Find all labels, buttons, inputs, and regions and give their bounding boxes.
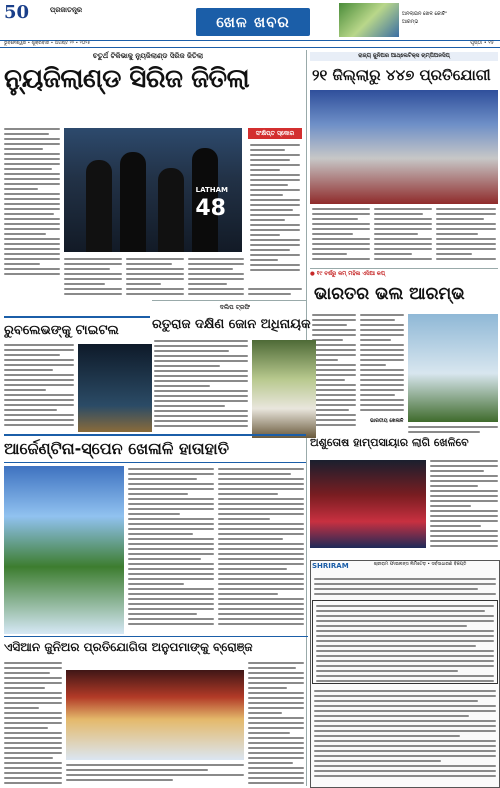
ad-title: ଶ୍ରୀରାମ ଫାଇନାନ୍ସ ଲିମିଟେଡ଼ • ସର୍ବସାଧାରଣ ବିଜ୍ଞପ୍ତି <box>373 562 467 567</box>
argentina-body-col2 <box>218 468 304 628</box>
lead-kicker: ଚତୁର୍ଥ ଟିକିଭାକୁ ନ୍ୟୁଜିଲାଣ୍ଡ ସିରିଜ ଜିତିଲା <box>92 52 204 60</box>
asian-juniors-body-col1 <box>4 662 62 787</box>
india-headline: ଭାରତର ଭଲ ଆରମ୍ଭ <box>314 284 465 304</box>
photo-jersey-number: 48 <box>195 196 226 221</box>
score-box-body <box>250 144 300 274</box>
ad-table <box>312 600 498 684</box>
argentina-photo <box>4 466 124 634</box>
duleep-headline: ରତୁରାଜ ଦକ୍ଷିଣ ଜୋନ ଅଧିନାୟକ <box>152 317 311 332</box>
argentina-body-col1 <box>128 468 214 628</box>
score-box-title: ସଂକ୍ଷିପ୍ତ ସ୍କୋର <box>248 128 302 139</box>
india-photo <box>408 314 498 422</box>
anniversary-logo: 50 <box>4 2 30 23</box>
ad-logo: SHRIRAM <box>312 562 349 570</box>
asian-juniors-photo <box>66 670 244 760</box>
right-top-body-col1 <box>312 208 370 263</box>
ad-terms <box>314 690 496 780</box>
promo-text: ଅନଲାଇନ ଖେଳ କୋଚିଂ ଆରମ୍ଭ <box>402 11 447 25</box>
lead-body-col3 <box>126 258 184 298</box>
asian-juniors-body-col2 <box>248 662 304 787</box>
section-title: ଖେଳ ଖବର <box>196 8 310 36</box>
india-body-col1 <box>312 314 356 429</box>
argentina-spain-headline: ଆର୍ଜେଣ୍ଟିନା-ସ୍ପେନ ଖେଳାଳି ହାତାହାତି <box>4 434 306 463</box>
ad-intro <box>314 578 496 598</box>
ashutosh-body <box>430 460 498 550</box>
lead-body-col1 <box>4 128 60 278</box>
asian-juniors-caption <box>66 764 244 784</box>
promo-image <box>339 3 399 37</box>
photo-jersey-name: LATHAM <box>195 186 228 194</box>
right-top-headline: ୨୧ ଜିଲ୍ଲାରୁ ୪୪୭ ପ୍ରତିଯୋଗୀ <box>312 66 491 84</box>
rublev-body <box>4 344 74 429</box>
lead-body-col2 <box>64 258 122 298</box>
page-number: ପୃଷ୍ଠା • ୧୫ <box>470 40 494 46</box>
duleep-strap: ଦଲିପ ଟ୍ରଫି <box>219 304 251 311</box>
right-top-strap: ରାଜ୍ୟ ଜୁନିଅର ଆଥ୍ଲେଟିକ୍ସ ଚାମ୍ପିଅନସିପ୍ <box>310 52 498 61</box>
india-body-col2 <box>360 314 404 414</box>
rublev-headline: ରୁବଲେଭଙ୍କୁ ଟାଇଟଲ <box>4 316 150 340</box>
rublev-photo <box>78 344 152 432</box>
lead-headline: ନ୍ୟୁଜିଲାଣ୍ଡ ସିରିଜ ଜିତିଲା <box>4 64 250 94</box>
right-top-photo <box>310 90 498 204</box>
duleep-photo <box>252 340 316 438</box>
lead-photo <box>64 128 242 252</box>
india-photo-caption: ଭାରତୀୟ ଖେଳାଳି <box>370 418 404 424</box>
ashutosh-headline: ଅଶୁତୋଷ ହାମ୍ପସାୟାର ଲାଗି ଖେଳିବେ <box>310 436 469 449</box>
paper-name: ପ୍ରଜାତନ୍ତ୍ର <box>50 6 83 14</box>
dateline: ଭୁବନେଶ୍ୱର • ଶୁକ୍ରବାର • ଅଗଷ୍ଟ ୨୨ • ୨୦୨୫ <box>0 40 500 48</box>
lead-body-col4 <box>188 258 244 298</box>
lead-body-col5 <box>248 288 302 298</box>
right-top-body-col3 <box>436 208 496 263</box>
right-top-body-col2 <box>374 208 432 263</box>
india-strap: ● ୧୯ ବର୍ଷରୁ କମ୍ ମହିଳା ଏସିଆ କପ୍ <box>310 271 385 277</box>
masthead <box>0 0 500 40</box>
asian-juniors-headline: ଏସିଆନ ଜୁନିଅର ପ୍ରତିଯୋଗିତା ଅନୁପମାଙ୍କୁ ବ୍ରୋଞ୍ଜ <box>4 636 308 657</box>
duleep-body <box>154 340 248 430</box>
ashutosh-photo <box>310 460 426 548</box>
